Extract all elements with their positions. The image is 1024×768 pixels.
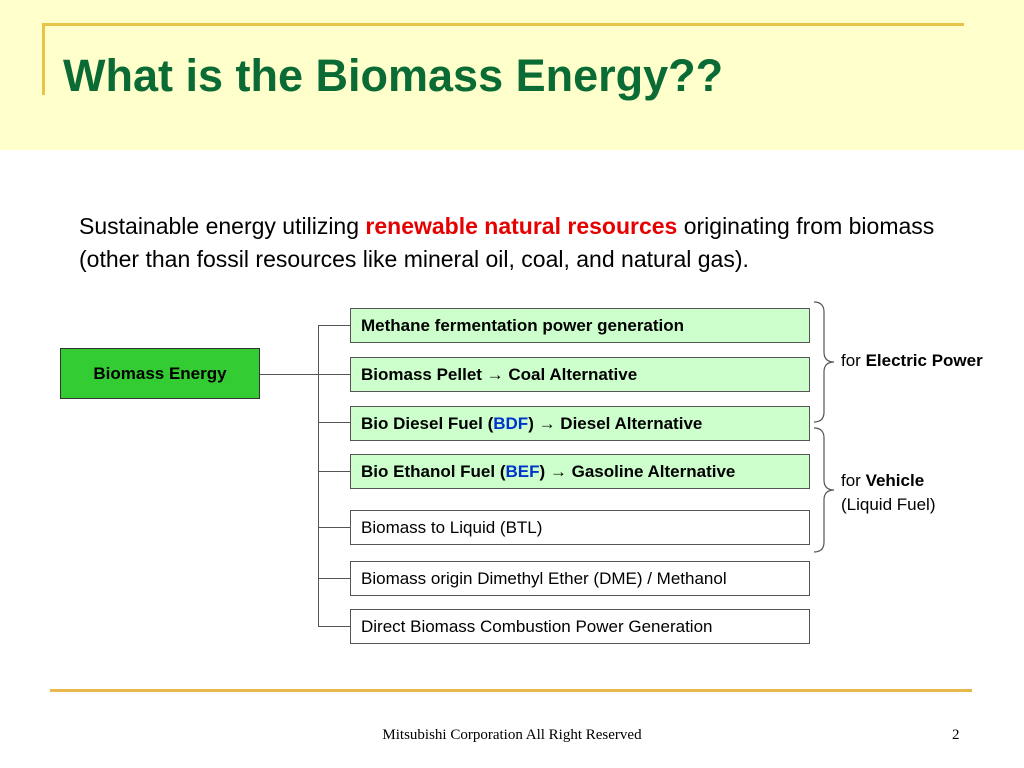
item-bio-diesel-fuel xyxy=(350,406,810,441)
connector-branch xyxy=(318,578,350,579)
item-label-pre: Bio Ethanol Fuel ( xyxy=(361,461,506,481)
item-label-post: ) → Diesel Alternative xyxy=(528,413,703,433)
item-abbr-bdf: BDF xyxy=(493,413,529,433)
connector-branch xyxy=(318,325,350,326)
label-note: (Liquid Fuel) xyxy=(841,495,936,514)
item-abbr-bef: BEF xyxy=(505,461,540,481)
item-bio-ethanol-fuel xyxy=(350,454,810,489)
label-emphasis: Electric Power xyxy=(865,351,983,370)
item-biomass-pellet: Biomass Pellet → Coal Alternative xyxy=(350,357,810,392)
intro-highlight: renewable natural resources xyxy=(365,213,678,239)
connector-branch xyxy=(318,626,350,627)
intro-part-1: Sustainable energy utilizing xyxy=(79,213,366,239)
title-accent-bar xyxy=(42,23,45,95)
page-number: 2 xyxy=(952,727,960,743)
label-vehicle xyxy=(841,469,936,517)
connector-branch xyxy=(318,374,350,375)
item-direct-combustion: Direct Biomass Combustion Power Generation xyxy=(350,609,810,644)
connector-root xyxy=(260,374,318,375)
item-biomass-to-liquid: Biomass to Liquid (BTL) xyxy=(350,510,810,545)
label-prefix: for xyxy=(841,351,866,370)
brace-electric-power xyxy=(812,300,836,424)
footer-text: Mitsubishi Corporation All Right Reserved xyxy=(382,727,642,743)
connector-branch xyxy=(318,471,350,472)
item-dimethyl-ether: Biomass origin Dimethyl Ether (DME) / Methanol xyxy=(350,561,810,596)
connector-branch xyxy=(318,422,350,423)
label-emphasis: Vehicle xyxy=(865,471,925,490)
brace-vehicle xyxy=(812,426,836,554)
connector-branch xyxy=(318,527,350,528)
intro-text xyxy=(79,210,969,276)
title-accent-line xyxy=(42,23,964,26)
footer-divider xyxy=(50,689,972,692)
label-electric-power xyxy=(841,349,983,373)
intro-part-2: originating from biomass (other than fossil resources like mineral oil, coal, and natural gas). xyxy=(79,213,935,272)
root-node-biomass-energy: Biomass Energy xyxy=(60,348,260,399)
connector-trunk xyxy=(318,325,319,626)
item-label-pre: Bio Diesel Fuel ( xyxy=(361,413,494,433)
slide-title: What is the Biomass Energy?? xyxy=(63,50,724,101)
label-prefix: for xyxy=(841,471,866,490)
item-label-post: ) → Gasoline Alternative xyxy=(539,461,736,481)
item-methane-fermentation: Methane fermentation power generation xyxy=(350,308,810,343)
